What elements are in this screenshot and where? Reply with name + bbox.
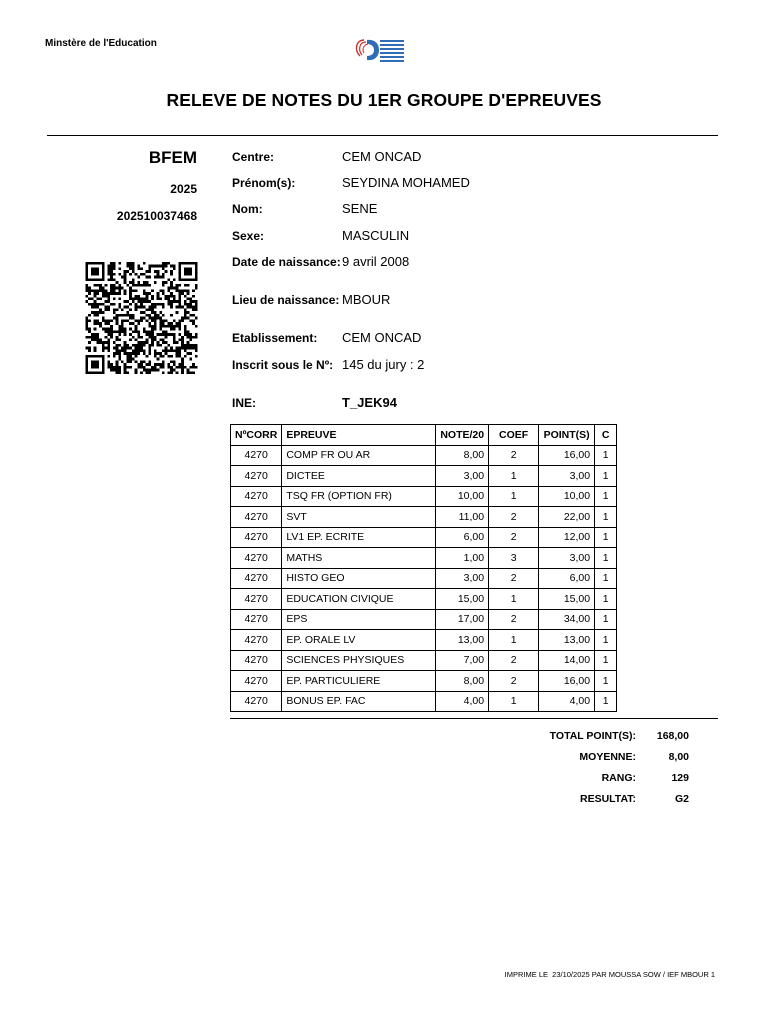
table-cell: 2 xyxy=(489,445,539,466)
info-value: 9 avril 2008 xyxy=(342,254,410,269)
column-header: NºCORR xyxy=(231,425,282,446)
info-value: MASCULIN xyxy=(342,228,410,243)
info-label: INE: xyxy=(232,396,256,410)
table-cell: 15,00 xyxy=(436,589,489,610)
info-row xyxy=(232,255,652,293)
table-cell: 8,00 xyxy=(436,445,489,466)
table-cell: 4270 xyxy=(231,609,282,630)
info-value: SEYDINA MOHAMED xyxy=(342,175,470,190)
summary-value: G2 xyxy=(674,792,689,805)
table-cell: 11,00 xyxy=(436,507,489,528)
table-cell: 4270 xyxy=(231,548,282,569)
table-cell: 4,00 xyxy=(539,691,595,712)
table-cell: 34,00 xyxy=(539,609,595,630)
table-cell: 2 xyxy=(489,650,539,671)
table-cell: BONUS EP. FAC xyxy=(282,691,436,712)
info-value: CEM ONCAD xyxy=(342,149,422,164)
summary-label: RANG: xyxy=(601,771,636,784)
summary-label: TOTAL POINT(S): xyxy=(549,729,636,742)
table-cell: 4270 xyxy=(231,486,282,507)
table-cell: 1 xyxy=(595,650,617,671)
table-cell: 2 xyxy=(489,609,539,630)
table-cell: 6,00 xyxy=(436,527,489,548)
table-cell: 2 xyxy=(489,568,539,589)
table-cell: 1 xyxy=(489,486,539,507)
table-row xyxy=(231,630,617,651)
table-cell: EP. PARTICULIERE xyxy=(282,671,436,692)
table-cell: 1 xyxy=(595,691,617,712)
table-cell: 4270 xyxy=(231,691,282,712)
table-cell: 12,00 xyxy=(539,527,595,548)
summary-label: RESULTAT: xyxy=(580,792,636,805)
table-cell: EPS xyxy=(282,609,436,630)
table-row xyxy=(231,609,617,630)
info-label: Centre: xyxy=(232,150,275,164)
page-title: RELEVE DE NOTES DU 1ER GROUPE D'EPREUVES xyxy=(166,90,602,110)
table-row xyxy=(231,466,617,487)
table-cell: 3,00 xyxy=(539,466,595,487)
column-header: C xyxy=(595,425,617,446)
info-value: 145 du jury : 2 xyxy=(342,357,425,372)
table-row xyxy=(231,691,617,712)
info-value: T_JEK94 xyxy=(342,395,397,410)
print-footer: IMPRIME LE 23/10/2025 PAR MOUSSA SOW / IEF MBOUR 1 xyxy=(504,970,715,979)
grades-table xyxy=(230,424,617,712)
info-label: Prénom(s): xyxy=(232,176,296,190)
table-row xyxy=(231,507,617,528)
info-row xyxy=(232,331,652,358)
table-cell: EP. ORALE LV xyxy=(282,630,436,651)
table-header-row xyxy=(231,425,617,446)
table-cell: 13,00 xyxy=(539,630,595,651)
table-cell: 10,00 xyxy=(539,486,595,507)
exam-year: 2025 xyxy=(170,182,197,196)
ministry-logo xyxy=(354,37,406,63)
table-cell: 7,00 xyxy=(436,650,489,671)
info-label: Sexe: xyxy=(232,229,265,243)
summary-value: 8,00 xyxy=(668,750,689,763)
ministry-name: Minstère de l'Education xyxy=(45,38,157,49)
table-cell: DICTEE xyxy=(282,466,436,487)
info-row xyxy=(232,229,652,255)
table-cell: 4,00 xyxy=(436,691,489,712)
info-label: Nom: xyxy=(232,202,263,216)
table-cell: 1 xyxy=(595,466,617,487)
summary-label: MOYENNE: xyxy=(579,750,636,763)
table-cell: 4270 xyxy=(231,527,282,548)
table-cell: 1 xyxy=(595,589,617,610)
qr-code xyxy=(82,262,201,374)
table-row xyxy=(231,589,617,610)
summary-row xyxy=(500,788,690,809)
column-header: POINT(S) xyxy=(539,425,595,446)
table-cell: 1 xyxy=(489,466,539,487)
info-row xyxy=(232,176,652,202)
exam-name: BFEM xyxy=(148,148,197,167)
table-cell: 6,00 xyxy=(539,568,595,589)
candidate-number: 202510037468 xyxy=(116,209,197,223)
table-cell: 13,00 xyxy=(436,630,489,651)
info-label: Inscrit sous le Nº: xyxy=(232,358,334,372)
table-row xyxy=(231,548,617,569)
table-cell: SCIENCES PHYSIQUES xyxy=(282,650,436,671)
table-cell: 1 xyxy=(595,630,617,651)
info-row xyxy=(232,150,652,176)
info-label: Date de naissance: xyxy=(232,255,341,269)
table-cell: 1,00 xyxy=(436,548,489,569)
table-cell: 2 xyxy=(489,527,539,548)
table-cell: HISTO GEO xyxy=(282,568,436,589)
table-cell: 4270 xyxy=(231,630,282,651)
table-cell: 1 xyxy=(595,445,617,466)
summary-row xyxy=(500,725,690,746)
table-cell: 1 xyxy=(595,548,617,569)
table-cell: 22,00 xyxy=(539,507,595,528)
table-cell: 1 xyxy=(489,589,539,610)
column-header: EPREUVE xyxy=(282,425,436,446)
table-cell: 2 xyxy=(489,507,539,528)
info-value: SENE xyxy=(342,201,378,216)
bottom-divider xyxy=(230,718,718,719)
table-row xyxy=(231,650,617,671)
table-row xyxy=(231,671,617,692)
table-cell: 4270 xyxy=(231,671,282,692)
table-cell: 1 xyxy=(595,507,617,528)
candidate-info xyxy=(232,150,652,416)
table-cell: 3,00 xyxy=(539,548,595,569)
table-cell: 1 xyxy=(489,691,539,712)
table-cell: 17,00 xyxy=(436,609,489,630)
table-row xyxy=(231,445,617,466)
table-cell: LV1 EP. ECRITE xyxy=(282,527,436,548)
table-cell: 1 xyxy=(595,609,617,630)
column-header: NOTE/20 xyxy=(436,425,489,446)
table-cell: 4270 xyxy=(231,589,282,610)
summary-value: 129 xyxy=(671,771,689,784)
table-cell: TSQ FR (OPTION FR) xyxy=(282,486,436,507)
table-row xyxy=(231,527,617,548)
info-row xyxy=(232,396,652,416)
table-cell: 2 xyxy=(489,671,539,692)
table-cell: 10,00 xyxy=(436,486,489,507)
table-cell: 4270 xyxy=(231,650,282,671)
table-cell: 16,00 xyxy=(539,445,595,466)
info-value: MBOUR xyxy=(342,292,391,307)
table-cell: 4270 xyxy=(231,445,282,466)
table-cell: 1 xyxy=(595,671,617,692)
summary-value: 168,00 xyxy=(656,729,689,742)
table-cell: 16,00 xyxy=(539,671,595,692)
column-header: COEF xyxy=(489,425,539,446)
table-cell: 3,00 xyxy=(436,568,489,589)
table-cell: 3,00 xyxy=(436,466,489,487)
table-row xyxy=(231,486,617,507)
info-label: Lieu de naissance: xyxy=(232,293,340,307)
table-cell: 1 xyxy=(595,568,617,589)
info-row xyxy=(232,293,652,331)
table-cell: 3 xyxy=(489,548,539,569)
top-divider xyxy=(47,135,718,136)
table-cell: 4270 xyxy=(231,466,282,487)
table-row xyxy=(231,568,617,589)
table-cell: 4270 xyxy=(231,568,282,589)
table-cell: MATHS xyxy=(282,548,436,569)
table-cell: 14,00 xyxy=(539,650,595,671)
info-row xyxy=(232,358,652,396)
table-cell: 1 xyxy=(595,527,617,548)
summary-row xyxy=(500,767,690,788)
table-cell: 1 xyxy=(595,486,617,507)
info-value: CEM ONCAD xyxy=(342,330,422,345)
table-cell: 4270 xyxy=(231,507,282,528)
table-cell: EDUCATION CIVIQUE xyxy=(282,589,436,610)
table-cell: 8,00 xyxy=(436,671,489,692)
table-cell: COMP FR OU AR xyxy=(282,445,436,466)
summary-row xyxy=(500,746,690,767)
table-cell: 15,00 xyxy=(539,589,595,610)
table-cell: SVT xyxy=(282,507,436,528)
info-label: Etablissement: xyxy=(232,331,318,345)
results-summary xyxy=(500,725,690,809)
info-row xyxy=(232,202,652,229)
table-cell: 1 xyxy=(489,630,539,651)
